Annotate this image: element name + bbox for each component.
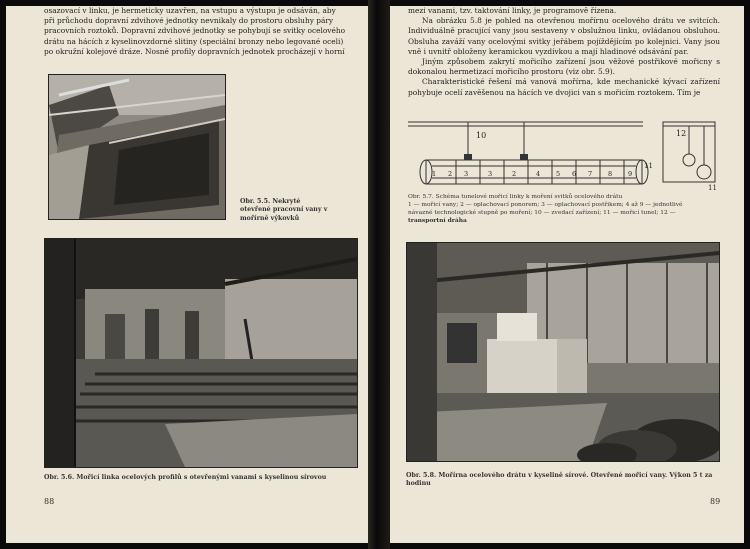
left-page — [6, 6, 378, 543]
tunnel-line-schematic — [408, 116, 728, 194]
figure-5-5-photo — [48, 74, 226, 220]
tank-photo-image — [49, 75, 225, 219]
tank-label: 9 — [628, 170, 633, 178]
pickling-line-photo-image — [45, 239, 357, 467]
figure-5-8-photo — [406, 242, 720, 462]
text-line: drátu na hácích z kyselinovzdorné slitiny (speciální bronzy nebo legované oceli) — [44, 36, 344, 46]
caption-line: návazné technologické stupně po moření; 10 — zvedací zařízení; 11 — mořicí tunel; 12 — — [408, 209, 676, 216]
left-top-text — [44, 6, 362, 57]
tank-label: 6 — [572, 170, 577, 178]
book-gutter — [368, 0, 390, 549]
figure-5-8-caption: Obr. 5.8. Mořírna ocelového drátu v kyselině sírové. Otevřené mořicí vany. Výkon 5 t za hodinu — [406, 472, 713, 488]
paragraph: mezi vanami, tzv. taktování linky, je programově řízena. — [408, 6, 617, 15]
tank-label: 2 — [512, 170, 517, 178]
tank-label: 8 — [608, 170, 613, 178]
figure-5-6-caption: Obr. 5.6. Mořicí linka ocelových profilů s otevřenými vanami s kyselinou sírovou — [44, 474, 327, 481]
caption-line: transportní dráha — [408, 217, 467, 225]
tank-label: 5 — [556, 170, 561, 178]
caption-line: 1 — mořicí vany; 2 — oplachovací ponorem; 3 — oplachovací postřikem; 4 až 9 — jednotlivé — [408, 201, 683, 208]
caption-line: Obr. 5.7. Schéma tunelové mořicí linky k moření svitků ocelového drátu — [408, 194, 623, 200]
tank-label: 7 — [588, 170, 593, 178]
page-number: 89 — [710, 497, 721, 506]
diagram-label: 10 — [476, 131, 487, 140]
text-line: osazovací v linku, je hermeticky uzavřen, na vstupu a výstupu je odsáván, aby — [44, 6, 336, 15]
figure-5-5-caption: Obr. 5.5. Nekryté otevřené pracovní vany v mořírně výkovků — [240, 198, 328, 222]
diagram-label: 11 — [708, 184, 717, 192]
figure-5-6-photo — [44, 238, 358, 468]
diagram-label: 11 — [644, 162, 653, 170]
paragraph: Charakteristické řešení má vanová mořírna, kde mechanické kývací zařízení pohybuje ocelí zavěšenou na hácích ve dvojici van s mořicím roztokem. Tím je — [408, 77, 720, 97]
tank-label: 2 — [448, 170, 453, 178]
text-line: po okružní kolejové dráze. Nosné profily dopravních jednotek procházejí v horní — [44, 46, 345, 56]
figure-5-7-diagram — [408, 116, 728, 194]
right-page — [384, 6, 744, 543]
paragraph: Na obrázku 5.8 je pohled na otevřenou mořírnu ocelového drátu ve svitcích. Individuálně pracující vany jsou sestaveny v obslužnou linku, ovládanou obsluhou. Obsluha zaváží vany ocelovými svitky jeřábem pojíždějícím po kolejnici. Vany jsou vně i uvnitř obloženy keramickou vyzdívkou a mají hladinové odsávání par. — [408, 16, 720, 56]
diagram-label: 12 — [676, 129, 687, 138]
figure-5-7-caption — [408, 194, 728, 225]
text-line: pracovních roztoků. Dopravní zdvihové jednotky se pohybují se svitky ocelového — [44, 26, 346, 36]
wire-pickling-photo-image — [407, 243, 719, 461]
right-top-text — [408, 6, 720, 98]
tank-label: 3 — [464, 170, 469, 178]
text-line: při průchodu dopravní zdvihové jednotky nevnikaly do prostoru obsluhy páry — [44, 16, 334, 26]
tank-label: 1 — [432, 170, 437, 178]
tank-label: 4 — [536, 170, 541, 178]
paragraph: Jiným způsobem zakrytí mořicího zařízení jsou věžové postřikové mořicny s dokonalou hermetizací mořicího prostoru (viz obr. 5.9). — [408, 57, 720, 77]
tank-label: 3 — [488, 170, 493, 178]
page-number: 88 — [44, 497, 55, 506]
